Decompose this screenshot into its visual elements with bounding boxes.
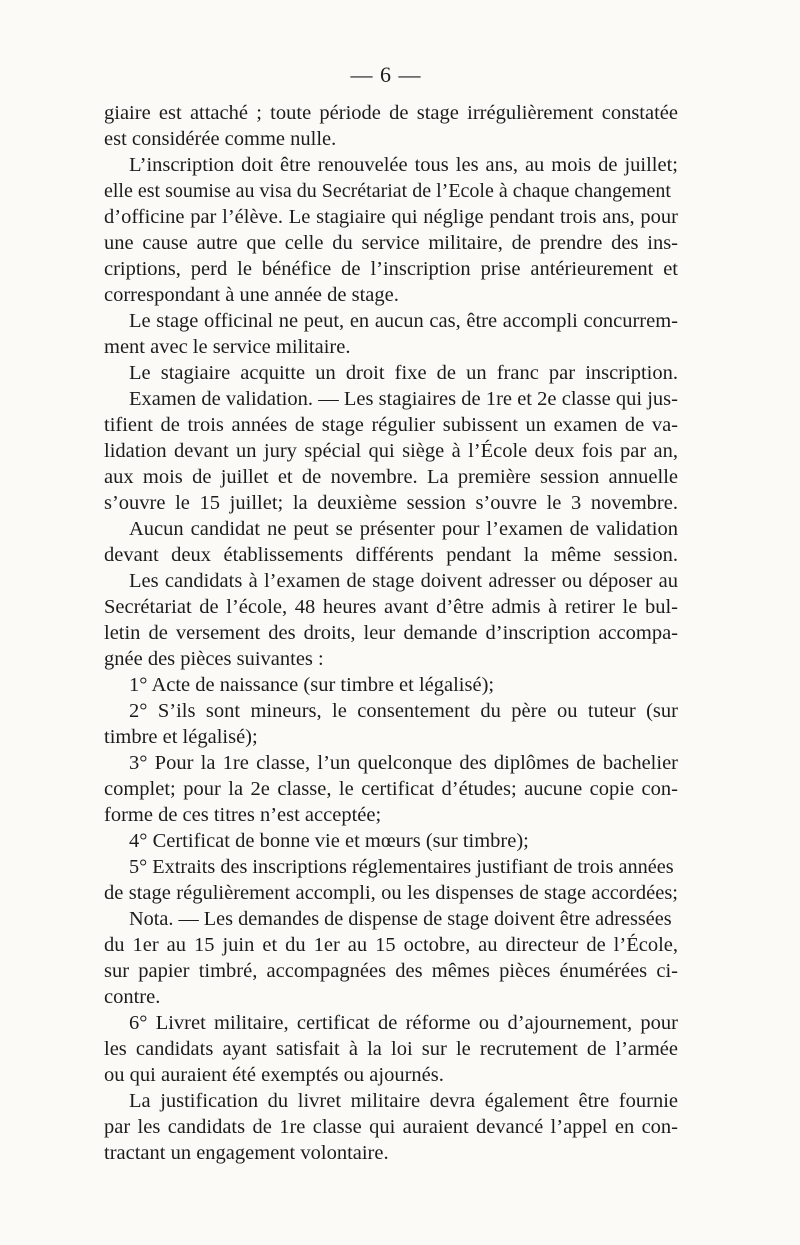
list-item: 4° Certificat de bonne vie et mœurs (sur timbre);	[129, 830, 529, 852]
list-item: 3° Pour la 1re classe, l’un quelconque des diplômes de bachelier	[129, 752, 678, 774]
text-line: de stage régulièrement accompli, ou les dispenses de stage accordées;	[104, 882, 678, 904]
page-number: — 6 —	[350, 62, 422, 87]
text-line: L’inscription doit être renouvelée tous les ans, au mois de juillet;	[129, 154, 678, 176]
text-line: giaire est attaché ; toute période de stage irrégulièrement constatée	[104, 102, 678, 124]
text-line: contre.	[104, 986, 161, 1008]
text-line: sur papier timbré, accompagnées des mêmes pièces énumérées ci-	[104, 960, 678, 982]
text-line: complet; pour la 2e classe, le certificat d’études; aucune copie con-	[104, 778, 678, 800]
text-line: une cause autre que celle du service militaire, de prendre des ins-	[104, 232, 678, 254]
text-line: criptions, perd le bénéfice de l’inscription prise antérieurement et	[104, 258, 678, 280]
text-line: ment avec le service militaire.	[104, 336, 351, 358]
text-line: forme de ces titres n’est acceptée;	[104, 804, 382, 826]
text-line: correspondant à une année de stage.	[104, 284, 399, 306]
body-text	[104, 100, 678, 1166]
text-line: ou qui auraient été exemptés ou ajournés.	[104, 1064, 444, 1086]
text-line: Secrétariat de l’école, 48 heures avant d’être admis à retirer le bul-	[104, 596, 678, 618]
text-line: devant deux établissements différents pendant la même session.	[104, 544, 678, 566]
text-line: tifient de trois années de stage régulier subissent un examen de va-	[104, 414, 678, 436]
text-line: aux mois de juillet et de novembre. La première session annuelle	[104, 466, 678, 488]
text-line: d’officine par l’élève. Le stagiaire qui néglige pendant trois ans, pour	[104, 206, 678, 228]
text-line: lidation devant un jury spécial qui siège à l’École deux fois par an,	[104, 440, 678, 462]
text-line: est considérée comme nulle.	[104, 128, 337, 150]
list-item: 1° Acte de naissance (sur timbre et légalisé);	[129, 674, 495, 696]
text-line: tractant un engagement volontaire.	[104, 1142, 389, 1164]
text-line: Le stagiaire acquitte un droit fixe de un franc par inscription.	[129, 362, 678, 384]
nota-line: Nota. — Les demandes de dispense de stage doivent être adressées	[129, 908, 672, 930]
text-line: Les candidats à l’examen de stage doivent adresser ou déposer au	[129, 570, 678, 592]
text-line: elle est soumise au visa du Secrétariat de l’Ecole à chaque changement	[104, 180, 671, 202]
text-line: les candidats ayant satisfait à la loi sur le recrutement de l’armée	[104, 1038, 678, 1060]
text-line: gnée des pièces suivantes :	[104, 648, 324, 670]
text-line: Aucun candidat ne peut se présenter pour l’examen de validation	[129, 518, 678, 540]
list-item: 2° S’ils sont mineurs, le consentement du père ou tuteur (sur	[129, 700, 678, 722]
text-line: letin de versement des droits, leur demande d’inscription accompa-	[104, 622, 678, 644]
text-line: par les candidats de 1re classe qui auraient devancé l’appel en con-	[104, 1116, 678, 1138]
list-item: 5° Extraits des inscriptions réglementaires justifiant de trois années	[129, 856, 674, 878]
text-line: du 1er au 15 juin et du 1er au 15 octobre, au directeur de l’École,	[104, 934, 678, 956]
text-line: timbre et légalisé);	[104, 726, 258, 748]
text-line: s’ouvre le 15 juillet; la deuxième session s’ouvre le 3 novembre.	[104, 492, 678, 514]
list-item: 6° Livret militaire, certificat de réforme ou d’ajournement, pour	[129, 1012, 678, 1034]
text-line: Le stage officinal ne peut, en aucun cas, être accompli concurrem-	[129, 310, 678, 332]
text-line: La justification du livret militaire devra également être fournie	[129, 1090, 678, 1112]
section-heading-line: Examen de validation. — Les stagiaires de 1re et 2e classe qui jus-	[129, 388, 678, 410]
